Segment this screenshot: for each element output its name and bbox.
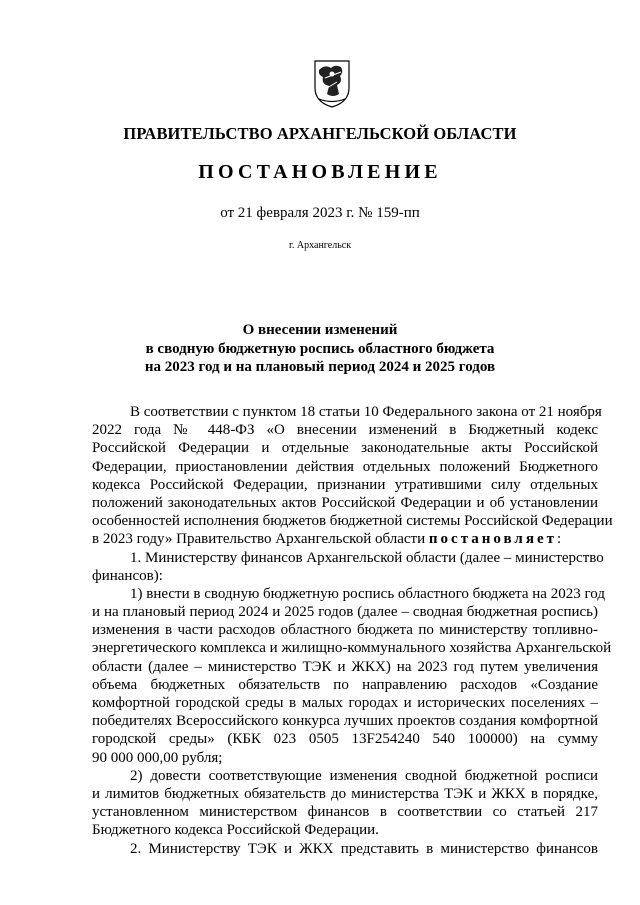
text-line: кодекса Российской Федерации, признании утратившими силу отдельных bbox=[92, 476, 598, 493]
text-fragment: : bbox=[556, 531, 562, 548]
text-line: положений законодательных актов Российской Федерации и об установлении bbox=[92, 494, 598, 511]
text-line: особенностей исполнения бюджетов бюджетной системы Российской Федерации bbox=[92, 513, 613, 530]
text-line: Бюджетного кодекса Российской Федерации. bbox=[92, 822, 379, 839]
text-line: 2) довести соответствующие изменения сводной бюджетной росписи bbox=[130, 767, 598, 784]
coat-of-arms-icon bbox=[313, 58, 351, 108]
subject-line: О внесении изменений bbox=[242, 322, 398, 338]
text-line bbox=[92, 530, 598, 548]
text-line: городской среды» (КБК 023 0505 13F254240 540 100000) на сумму bbox=[92, 731, 598, 748]
text-line: области (далее – министерство ТЭК и ЖКХ) на 2023 год путем увеличения bbox=[92, 658, 598, 675]
resolves-keyword: постановляет bbox=[428, 531, 557, 548]
date-and-number: от 21 февраля 2023 г. № 159-пп bbox=[220, 205, 420, 221]
document-type: ПОСТАНОВЛЕНИЕ bbox=[198, 161, 442, 183]
text-line: 90 000 000,00 рубля; bbox=[92, 749, 223, 766]
text-line: изменения в части расходов областного бюджета по министерству топливно- bbox=[92, 622, 598, 639]
text-line: комфортной городской среды в малых городах и исторических поселениях – bbox=[92, 695, 598, 711]
subject-line: на 2023 год и на плановый период 2024 и 2025 годов bbox=[144, 359, 496, 375]
text-line: 1) внести в сводную бюджетную роспись областного бюджета на 2023 год bbox=[130, 585, 605, 602]
government-title: ПРАВИТЕЛЬСТВО АРХАНГЕЛЬСКОЙ ОБЛАСТИ bbox=[123, 124, 517, 143]
subject-line: в сводную бюджетную роспись областного бюджета bbox=[145, 340, 495, 357]
text-line: объема бюджетных обязательств по направлению расходов «Создание bbox=[92, 676, 598, 693]
document-body bbox=[92, 403, 613, 858]
text-line: финансов): bbox=[92, 567, 163, 584]
text-line: В соответствии с пунктом 18 статьи 10 Федерального закона от 21 ноября bbox=[130, 404, 602, 420]
document-subject bbox=[0, 321, 640, 377]
text-line: и лимитов бюджетных обязательств до министерства ТЭК и ЖКХ в порядке, bbox=[92, 785, 598, 802]
city: г. Архангельск bbox=[288, 240, 352, 251]
text-line: Федерации, приостановлении действия отдельных положений Бюджетного bbox=[92, 458, 598, 475]
text-line: 2. Министерству ТЭК и ЖКХ представить в министерство финансов bbox=[130, 840, 598, 857]
text-line: энергетического комплекса и жилищно-коммунального хозяйства Архангельской bbox=[92, 640, 612, 657]
text-line: 1. Министерству финансов Архангельской области (далее – министерство bbox=[130, 549, 604, 566]
text-line: установленном министерством финансов в соответствии со статьей 217 bbox=[92, 804, 598, 821]
text-line: Российской Федерации и отдельные законодательные акты Российской bbox=[92, 440, 598, 457]
text-line: и на плановый период 2024 и 2025 годов (далее – сводная бюджетная роспись) bbox=[92, 604, 598, 621]
text-fragment: в 2023 году» Правительство Архангельской области bbox=[92, 531, 426, 548]
text-line: 2022 года № 448-ФЗ «О внесении изменений в Бюджетный кодекс bbox=[92, 422, 598, 439]
text-line: победителях Всероссийского конкурса лучших проектов создания комфортной bbox=[92, 713, 598, 730]
